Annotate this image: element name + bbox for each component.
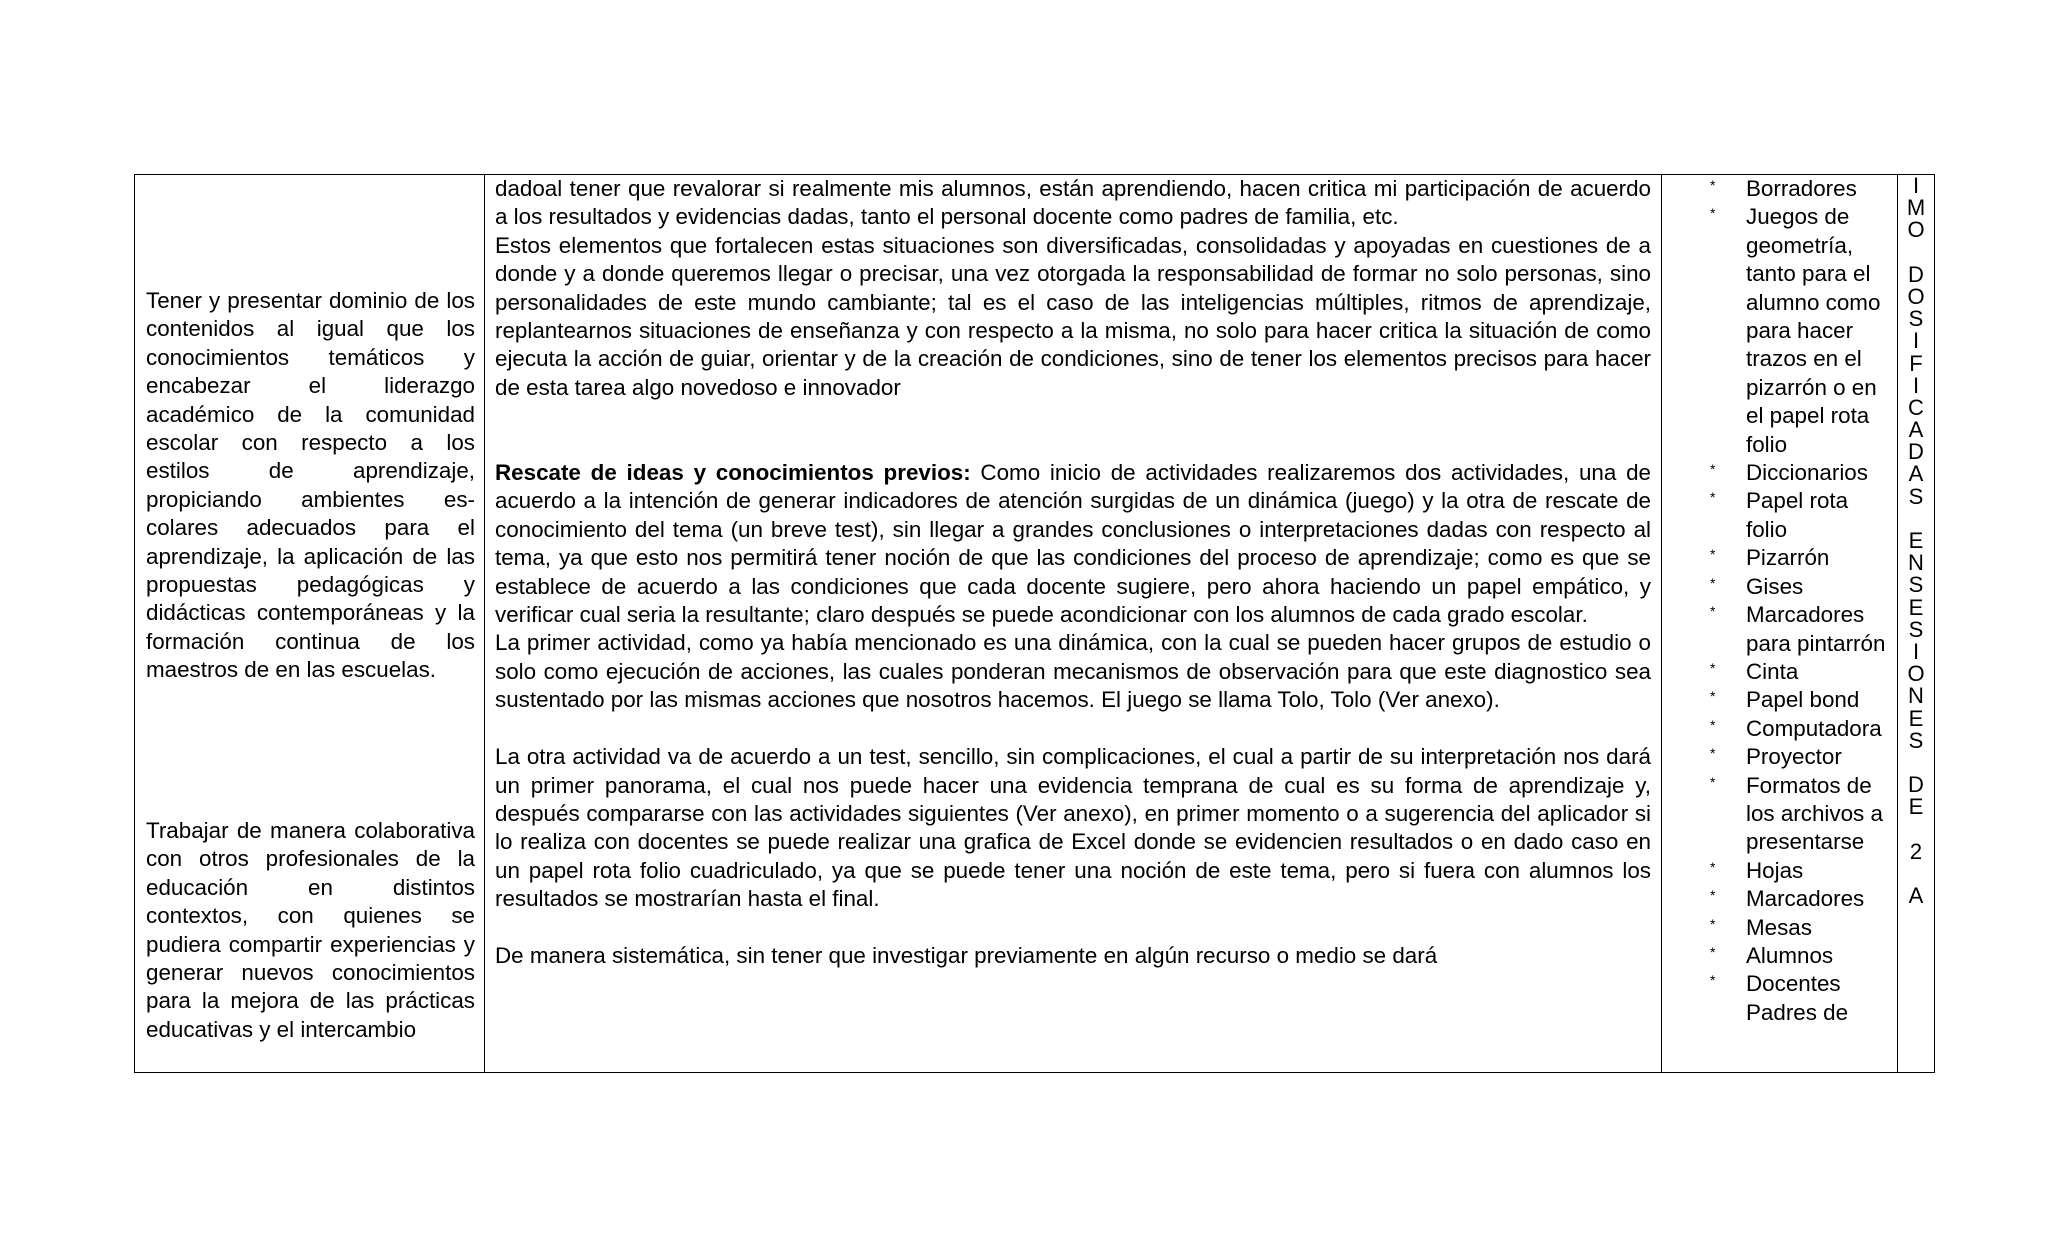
competencies-column (135, 175, 485, 1072)
vertical-letter (1898, 818, 1934, 840)
planning-table (134, 174, 1935, 1073)
bullet-icon: * (1710, 688, 1716, 705)
material-label: Papel bond (1746, 687, 1860, 713)
material-item (1662, 573, 1898, 601)
bullet-icon: * (1710, 574, 1716, 591)
material-item (1662, 203, 1898, 459)
vertical-letter: S (1908, 727, 1924, 753)
competency-text-1: Tener y presentar dominio de los contenidos al igual que los conocimientos temáticos y encabezar el liderazgo académico de la comunidad escolar con respecto a los estilos de aprendizaje, propiciando ambientes es-colares adecuados para el aprendizaje, la aplicación de las propuestas pedagógicas y didácticas contemporáneas y la formación continua de los maestros de en las escuelas. (146, 288, 475, 683)
bullet-icon: * (1710, 659, 1716, 676)
paragraph-1: dadoal tener que revalorar si realmente mis alumnos, están aprendiendo, hacen critica mi participación de acuerdo a los resultados y evidencias dadas, tanto el personal docente como padres de familia, etc. (495, 176, 1651, 230)
material-item (1662, 175, 1898, 203)
material-label: Formatos de los archivos a presentarse (1746, 772, 1883, 855)
paragraph-5: La otra actividad va de acuerdo a un test, sencillo, sin complicaciones, el cual a partir de su interpretación nos dará un primer panorama, el cual nos puede hacer una evidencia temprana de cual es su forma de aprendizaje y, después compararse con las actividades siguientes (Ver anexo), en primer momento o a sugerencia del aplicador si lo realiza con docentes se puede realizar una grafica de Excel donde se evidencien resultados o en dado caso en un papel rota folio cuadriculado, ya que se puede tener una noción de este tema, pero si fuera con alumnos los resultados se mostrarían hasta el final. (495, 744, 1651, 912)
vertical-letter (1898, 863, 1934, 885)
vertical-letter: S (1908, 306, 1924, 332)
vertical-letter: O (1907, 661, 1925, 687)
material-item (1662, 942, 1898, 970)
vertical-letter: N (1908, 683, 1924, 709)
vertical-letter: D (1908, 261, 1924, 287)
vertical-letter: E (1908, 528, 1924, 553)
vertical-letter: I (1912, 328, 1920, 354)
material-item (1662, 459, 1898, 487)
vertical-letter: E (1908, 594, 1924, 620)
material-item (1662, 885, 1898, 913)
bullet-icon: * (1710, 858, 1716, 875)
bullet-icon: * (1710, 972, 1716, 989)
material-label: Papel rota folio (1746, 488, 1849, 542)
material-label: Borradores (1746, 176, 1857, 201)
material-label: Docentes Padres de (1746, 971, 1849, 1025)
vertical-letter: A (1908, 461, 1924, 487)
material-item (1662, 487, 1898, 544)
vertical-letter: S (1908, 616, 1924, 642)
activities-column (485, 175, 1662, 1072)
bullet-icon: * (1710, 546, 1716, 563)
vertical-letter (1898, 242, 1934, 264)
vertical-letter: 2 (1909, 838, 1923, 864)
vertical-letter: I (1912, 638, 1920, 664)
bullet-icon: * (1710, 887, 1716, 904)
vertical-letter: O (1907, 217, 1925, 243)
vertical-letter: I (1912, 175, 1920, 198)
bullet-icon: * (1710, 603, 1716, 620)
paragraph-2: Estos elementos que fortalecen estas situaciones son diversificadas, consolidadas y apoyadas en cuestiones de a donde y a donde queremos llegar o precisar, una vez otorgada la responsabilidad de formar no solo personas, sino personalidades de este mundo cambiante; tal es el caso de las inteligencias múltiples, ritmos de aprendizaje, replantearnos situaciones de enseñanza y con respecto a la misma, no solo para hacer critica la situación de como ejecuta la acción de guiar, orientar y de la creación de condiciones, sino de tener los elementos precisos para hacer de esta tarea algo novedoso e innovador (495, 232, 1651, 400)
material-item (1662, 970, 1898, 1027)
material-item (1662, 772, 1898, 857)
bullet-icon: * (1710, 461, 1716, 478)
material-label: Proyector (1746, 744, 1842, 770)
bullet-icon: * (1710, 205, 1716, 222)
material-label: Alumnos (1746, 942, 1834, 968)
vertical-letter: S (1908, 483, 1924, 509)
material-label: Gises (1746, 573, 1804, 599)
material-item (1662, 715, 1898, 743)
activities-text (495, 175, 1651, 970)
materials-column (1662, 175, 1898, 1072)
section-heading: Rescate de ideas y conocimientos previos: (495, 460, 971, 486)
material-label: Pizarrón (1746, 545, 1830, 571)
vertical-letter (1898, 508, 1934, 530)
bullet-icon: * (1710, 716, 1716, 733)
material-item (1662, 743, 1898, 771)
vertical-letter: C (1908, 394, 1924, 420)
vertical-letter: N (1908, 550, 1924, 576)
material-label: Juegos de geometría, tanto para el alumno como para hacer trazos en el pizarrón o en el papel rota folio (1746, 204, 1881, 457)
vertical-letter: F (1909, 350, 1923, 376)
bullet-icon: * (1710, 177, 1716, 193)
duration-column (1898, 175, 1934, 1072)
competency-text-2: Trabajar de manera colaborativa con otros profesionales de la educación en distintos contextos, con quienes se pudiera compartir experiencias y generar nuevos conocimientos para la mejora de las prácticas educativas y el intercambio (146, 818, 475, 1042)
bullet-icon: * (1710, 745, 1716, 762)
bullet-icon: * (1710, 943, 1716, 960)
vertical-letter: A (1908, 883, 1924, 908)
material-item (1662, 686, 1898, 714)
paragraph-3-body: Como inicio de actividades realizaremos dos actividades, una de acuerdo a la intención de generar indicadores de atención surgidas de un dinámica (juego) y la otra de rescate de conocimiento del tema (un breve test), sin llegar a grandes conclusiones o interpretaciones dadas con respecto al tema, ya que esto nos permitirá tener noción de que las condiciones del proceso de aprendizaje; como es que se establece de acuerdo a las condiciones que cada docente sugiere, pero ahora haciendo un papel empático, y verificar cual seria la resultante; claro después se puede acondicionar con los alumnos de cada grado escolar. (495, 460, 1652, 628)
vertical-letter: D (1908, 439, 1924, 465)
vertical-letter: S (1908, 572, 1924, 598)
material-item (1662, 658, 1898, 686)
material-item (1662, 857, 1898, 885)
vertical-duration-text (1898, 175, 1934, 907)
vertical-letter: M (1906, 195, 1926, 221)
material-label: Cinta (1746, 658, 1799, 684)
material-label: Hojas (1746, 857, 1804, 883)
vertical-letter: E (1908, 705, 1924, 731)
material-label: Computadora (1746, 715, 1882, 741)
material-item (1662, 914, 1898, 942)
bullet-icon: * (1710, 915, 1716, 932)
material-label: Mesas (1746, 914, 1812, 940)
material-label: Marcadores (1746, 886, 1865, 912)
vertical-letter: O (1907, 283, 1925, 309)
vertical-letter: E (1908, 794, 1924, 820)
vertical-letter: I (1912, 372, 1920, 398)
bullet-icon: * (1710, 773, 1716, 790)
bullet-icon: * (1710, 489, 1716, 506)
material-label: Diccionarios (1746, 460, 1868, 486)
vertical-letter: D (1908, 772, 1924, 798)
vertical-letter (1898, 752, 1934, 774)
vertical-letter: A (1908, 417, 1924, 443)
paragraph-4: La primer actividad, como ya había mencionado es una dinámica, con la cual se pueden hacer grupos de estudio o solo como ejecución de acciones, las cuales ponderan mecanismos de observación para que este diagnostico sea sustentado por las mismas acciones que nosotros hacemos. El juego se llama Tolo, Tolo (Ver anexo). (495, 630, 1651, 713)
material-label: Marcadores para pintarrón (1746, 602, 1886, 656)
paragraph-6: De manera sistemática, sin tener que investigar previamente en algún recurso o medio se dará (495, 942, 1438, 968)
material-item (1662, 544, 1898, 572)
paragraph-3 (495, 459, 1651, 629)
material-item (1662, 601, 1898, 658)
materials-list (1662, 175, 1898, 1027)
